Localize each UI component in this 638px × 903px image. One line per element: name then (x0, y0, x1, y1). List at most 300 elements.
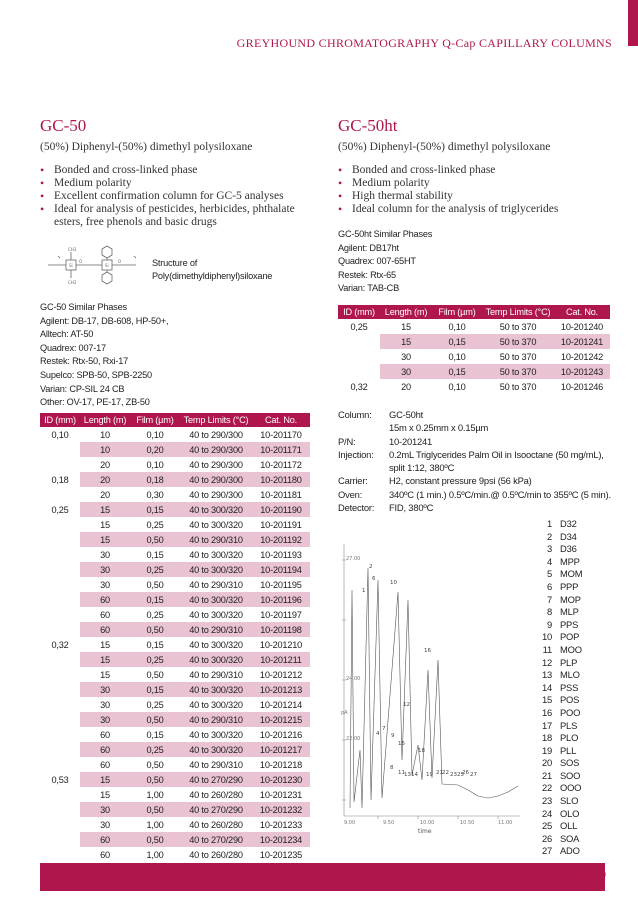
condition-label: Oven: (338, 488, 363, 500)
list-item (534, 619, 582, 632)
list-item: • Ideal column for the analysis of triglycerides (338, 203, 613, 216)
table-cell: 15 (80, 502, 130, 517)
condition-value (389, 448, 628, 475)
table-cell: 0,25 (146, 519, 164, 530)
svg-text:16: 16 (424, 648, 431, 654)
peak-number: 9 (546, 618, 552, 630)
table-header: Film (µm) (130, 413, 180, 427)
list-item (534, 732, 582, 745)
table-cell: 10-201170 (260, 429, 302, 440)
list-item: • High thermal stability (338, 190, 613, 203)
table-cell: 60 (80, 622, 130, 637)
table-cell: 10-201172 (260, 459, 302, 470)
table-row (40, 727, 310, 742)
table-cell: 30 (100, 549, 110, 560)
list-item (534, 644, 582, 657)
table-cell (338, 349, 380, 364)
condition-line: split 1:12, 380ºC (389, 462, 455, 474)
svg-text:10: 10 (390, 580, 397, 586)
svg-text:6: 6 (372, 576, 376, 582)
table-cell: 10-201211 (252, 652, 310, 667)
table-cell: 30 (100, 819, 110, 830)
peak-name: OLL (560, 820, 578, 832)
table-header: Temp Limits (°C) (482, 305, 554, 319)
table-cell: 10-201230 (252, 772, 310, 787)
svg-text:2: 2 (369, 564, 373, 570)
condition-label: Detector: (338, 502, 375, 514)
svg-text:19: 19 (426, 772, 433, 778)
peak-name: POP (560, 631, 580, 643)
header-brand: GREYHOUND CHROMATOGRAPHY (236, 36, 439, 50)
table-row (40, 847, 310, 862)
list-item (534, 631, 582, 644)
table-cell (40, 787, 80, 802)
table-cell: 10-201210 (259, 639, 303, 650)
condition-line: GC-50ht (389, 409, 424, 420)
table-cell: 10-201246 (560, 381, 604, 392)
condition-label: Column: (338, 409, 372, 420)
table-cell: 15 (401, 321, 411, 332)
table-cell: 30 (80, 682, 130, 697)
svg-text:CH3: CH3 (68, 280, 77, 285)
table-row (40, 442, 310, 457)
peak-name: SOS (560, 757, 580, 769)
table-cell: 60 (100, 849, 110, 860)
table-cell: 0,15 (432, 334, 482, 349)
svg-text:27: 27 (470, 772, 477, 778)
table-row (40, 832, 310, 847)
table-cell: 0,15 (146, 729, 164, 740)
table-row (40, 517, 310, 532)
peak-number: 13 (541, 669, 552, 681)
table-cell: 40 to 300/320 (189, 609, 243, 620)
list-item (534, 568, 582, 581)
condition-row (338, 435, 628, 448)
peak-list (534, 518, 582, 858)
table-header: Temp Limits (°C) (180, 413, 252, 427)
table-cell (40, 517, 80, 532)
table-cell: 10-201241 (554, 334, 610, 349)
chromatogram (338, 540, 523, 835)
table-cell (40, 712, 80, 727)
page-number: Page 39 (574, 870, 606, 881)
gc50-subtitle: (50%) Diphenyl-(50%) dimethyl polysiloxane (40, 141, 253, 153)
list-item (534, 782, 582, 795)
table-cell: 40 to 290/310 (189, 759, 243, 770)
table-cell (40, 652, 80, 667)
structure-diagram (44, 244, 144, 286)
peak-name: MOP (560, 593, 581, 605)
peak-number: 19 (541, 744, 552, 756)
list-item (534, 682, 582, 695)
table-row (40, 637, 310, 652)
table-cell (40, 592, 80, 607)
table-cell: 40 to 300/320 (189, 549, 243, 560)
table-cell: 0,50 (130, 832, 180, 847)
table-cell: 0,50 (130, 712, 180, 727)
table-row (40, 457, 310, 472)
table-cell: 0,20 (130, 442, 180, 457)
peak-number: 7 (546, 593, 552, 605)
peak-number: 1 (546, 518, 552, 529)
table-cell: 20 (401, 381, 411, 392)
peak-name: POO (560, 706, 581, 718)
table-cell: 10-201181 (260, 489, 302, 500)
table-cell: 60 (100, 609, 110, 620)
table-cell: 30 (100, 579, 110, 590)
table-cell: 0,25 (350, 321, 368, 332)
table-cell: 30 (401, 351, 411, 362)
condition-row (338, 448, 628, 475)
peak-number: 21 (541, 769, 552, 781)
peak-number: 10 (541, 631, 552, 643)
table-cell: 0,50 (130, 622, 180, 637)
table-cell: 0,10 (146, 429, 164, 440)
peak-number: 24 (541, 807, 552, 819)
table-cell: 40 to 300/320 (180, 592, 252, 607)
table-cell: 40 to 300/320 (180, 562, 252, 577)
table-cell: 40 to 270/290 (180, 802, 252, 817)
table-cell: 1,00 (146, 789, 164, 800)
table-row (40, 772, 310, 787)
peak-name: POS (560, 694, 580, 706)
table-cell: 10-201234 (252, 832, 310, 847)
table-cell: 40 to 300/320 (189, 639, 243, 650)
table-row (40, 622, 310, 637)
table-cell: 30 (380, 364, 432, 379)
table-cell (40, 532, 80, 547)
table-cell: 40 to 260/280 (189, 789, 243, 800)
table-cell: 10-201180 (252, 472, 310, 487)
table-cell: 10-201214 (259, 699, 303, 710)
table-cell: 60 (80, 832, 130, 847)
table-cell: 0,50 (146, 759, 164, 770)
condition-label: P/N: (338, 435, 356, 447)
peak-number: 22 (541, 782, 552, 794)
condition-line: 340ºC (1 min.) 0.5ºC/min.@ 0.5ºC/min to 355ºC (5 min). (389, 488, 611, 500)
condition-value (389, 435, 628, 448)
table-row (40, 697, 310, 712)
gc50ht-title: GC-50ht (338, 116, 398, 135)
table-row (40, 712, 310, 727)
table-cell: 0,18 (130, 472, 180, 487)
table-header: Length (m) (80, 413, 130, 427)
list-item (534, 606, 582, 619)
table-cell: 10-201193 (260, 549, 302, 560)
peak-name: PPP (560, 580, 579, 592)
table-row (40, 577, 310, 592)
table-cell: 0,15 (146, 639, 164, 650)
condition-label: Carrier: (338, 475, 368, 487)
table-cell: 40 to 290/310 (180, 622, 252, 637)
peak-name: SLO (560, 795, 579, 807)
table-cell: 40 to 290/310 (180, 712, 252, 727)
peak-number: 25 (541, 820, 552, 832)
peak-name: D32 (560, 518, 577, 529)
peak-number: 5 (546, 568, 552, 580)
list-item (534, 770, 582, 783)
table-cell: 50 to 370 (482, 334, 554, 349)
svg-text:12: 12 (403, 702, 410, 708)
table-row (40, 472, 310, 487)
peak-number: 15 (541, 694, 552, 706)
table-cell: 0,10 (51, 429, 69, 440)
table-cell: 0,53 (51, 774, 69, 785)
table-cell: 30 (80, 712, 130, 727)
table-row (40, 757, 310, 772)
table-cell: 20 (100, 459, 110, 470)
table-cell: 40 to 290/310 (180, 532, 252, 547)
table-row (40, 667, 310, 682)
table-row (40, 562, 310, 577)
peak-number: 4 (546, 555, 552, 567)
svg-text:9: 9 (391, 733, 395, 739)
table-row (40, 742, 310, 757)
table-cell: 0,25 (130, 562, 180, 577)
table-cell: 40 to 290/300 (189, 429, 243, 440)
table-cell: 10-201242 (560, 351, 604, 362)
table-cell: 10-201197 (260, 609, 302, 620)
peak-number: 2 (546, 530, 552, 542)
gc-conditions (338, 408, 628, 514)
table-cell (40, 682, 80, 697)
table-cell: 40 to 270/290 (180, 772, 252, 787)
table-cell: 0,10 (448, 351, 466, 362)
table-cell: 40 to 270/290 (180, 832, 252, 847)
peak-name: SOO (560, 769, 581, 781)
svg-text:7: 7 (382, 726, 386, 732)
table-cell: 10-201194 (252, 562, 310, 577)
svg-text:1: 1 (362, 588, 366, 594)
table-cell: 60 (100, 729, 110, 740)
condition-label: Injection: (338, 448, 374, 460)
svg-text:11: 11 (398, 770, 405, 776)
list-item (534, 518, 582, 531)
table-row (40, 652, 310, 667)
peak-number: 6 (546, 580, 552, 592)
table-cell: 40 to 290/300 (189, 459, 243, 470)
peak-number: 27 (541, 845, 552, 857)
chromatogram-xlabel: time (418, 828, 432, 835)
table-cell: 40 to 300/320 (189, 729, 243, 740)
table-cell (338, 334, 380, 349)
list-item (534, 820, 582, 833)
table-cell: 10-201171 (252, 442, 310, 457)
peak-name: MLP (560, 606, 579, 618)
peak-name: PLS (560, 719, 578, 731)
list-item (534, 808, 582, 821)
table-header: Cat. No. (252, 413, 310, 427)
peak-number: 16 (541, 706, 552, 718)
table-cell: 40 to 300/320 (180, 652, 252, 667)
peak-number: 3 (546, 543, 552, 555)
condition-line: H2, constant pressure 9psi (56 kPa) (389, 475, 532, 487)
svg-text:Si: Si (69, 263, 73, 268)
peak-name: D36 (560, 543, 577, 555)
condition-value (389, 408, 628, 435)
svg-text:Si: Si (105, 263, 109, 268)
table-row (40, 802, 310, 817)
list-item (534, 720, 582, 733)
list-item (534, 757, 582, 770)
list-item (534, 556, 582, 569)
svg-text:4: 4 (376, 731, 380, 737)
table-cell: 0,50 (130, 532, 180, 547)
table-cell (40, 757, 80, 772)
table-cell: 10-201191 (260, 519, 302, 530)
svg-text:2325: 2325 (450, 772, 464, 778)
gc50-similar-phases: GC-50 Similar Phases Agilent: DB-17, DB-608, HP-50+, Alltech: AT-50 Quadrex: 007-17 Restek: Rtx-50, Rxi-17 Supelco: SPB-50, SPB-2250 Varian: CP-SIL 24 CB Other: OV-17, PE-17, ZB-50 (40, 302, 169, 408)
table-cell (40, 547, 80, 562)
table-cell: 30 (80, 562, 130, 577)
table-cell: 0,10 (448, 381, 466, 392)
peak-number: 12 (541, 656, 552, 668)
peak-name: OLO (560, 807, 580, 819)
table-cell: 1,00 (146, 819, 164, 830)
svg-text:9.00: 9.00 (344, 820, 356, 826)
table-cell: 50 to 370 (499, 351, 537, 362)
table-row (338, 379, 610, 394)
table-cell: 10-201196 (252, 592, 310, 607)
table-row (40, 487, 310, 502)
table-cell: 0,32 (350, 381, 368, 392)
peak-number: 18 (541, 732, 552, 744)
table-header: Cat. No. (554, 305, 610, 319)
list-item (534, 694, 582, 707)
table-row (40, 532, 310, 547)
peak-number: 20 (541, 757, 552, 769)
table-cell: 10-201240 (560, 321, 604, 332)
table-cell: 0,15 (146, 549, 164, 560)
gc50ht-subtitle: (50%) Diphenyl-(50%) dimethyl polysiloxane (338, 141, 551, 153)
condition-line: 15m x 0.25mm x 0.15µm (389, 422, 489, 434)
peak-name: PLO (560, 732, 579, 744)
table-cell: 10-201233 (259, 819, 303, 830)
svg-text:10.00: 10.00 (420, 820, 435, 826)
table-row (40, 787, 310, 802)
table-cell (40, 607, 80, 622)
condition-row (338, 474, 628, 487)
table-cell: 15 (100, 789, 110, 800)
table-cell (40, 562, 80, 577)
table-cell (40, 847, 80, 862)
condition-value (389, 501, 628, 514)
table-cell: 0,30 (146, 489, 164, 500)
header-sub: Q-Cap CAPILLARY COLUMNS (442, 36, 612, 50)
table-cell: 40 to 300/320 (189, 699, 243, 710)
condition-row (338, 501, 628, 514)
peak-name: PLP (560, 656, 578, 668)
table-cell (40, 697, 80, 712)
table-cell: 10-201235 (259, 849, 303, 860)
table-cell (40, 577, 80, 592)
table-row (338, 349, 610, 364)
svg-text:15: 15 (398, 741, 405, 747)
svg-text:27.00: 27.00 (346, 556, 361, 562)
table-cell: 15 (100, 519, 110, 530)
svg-text:10.50: 10.50 (460, 820, 475, 826)
table-cell: 30 (100, 699, 110, 710)
peak-number: 8 (546, 606, 552, 618)
table-cell (40, 487, 80, 502)
condition-line: 10-201241 (389, 435, 433, 447)
table-header: ID (mm) (40, 413, 80, 427)
table-cell: 40 to 290/300 (189, 489, 243, 500)
table-cell: 0,25 (130, 652, 180, 667)
footer-bar (40, 863, 605, 891)
table-cell: 40 to 290/310 (189, 579, 243, 590)
peak-number: 23 (541, 795, 552, 807)
table-cell: 60 (100, 759, 110, 770)
list-item: • Bonded and cross-linked phase (338, 164, 613, 177)
svg-text:O: O (118, 259, 122, 264)
table-cell: 15 (80, 652, 130, 667)
svg-text:8: 8 (390, 765, 394, 771)
table-cell: 10-201198 (252, 622, 310, 637)
table-row (40, 592, 310, 607)
svg-text:22.00: 22.00 (346, 736, 361, 742)
table-cell (40, 667, 80, 682)
list-item (534, 795, 582, 808)
table-cell: 15 (80, 772, 130, 787)
gc50-bullets (40, 164, 310, 229)
table-cell: 15 (100, 639, 110, 650)
peak-name: PLL (560, 744, 577, 756)
table-row (338, 319, 610, 334)
peak-name: MOO (560, 643, 582, 655)
list-item (534, 581, 582, 594)
table-cell: 10-201231 (259, 789, 303, 800)
table-cell: 10-201195 (260, 579, 302, 590)
table-cell: 10-201216 (259, 729, 303, 740)
condition-value (389, 474, 628, 487)
table-row (338, 364, 610, 379)
table-cell: 0,25 (51, 504, 69, 515)
svg-text:21: 21 (436, 770, 443, 776)
list-item: • Bonded and cross-linked phase (40, 164, 310, 177)
list-item: • Ideal for analysis of pesticides, herbicides, phthalate esters, free phenols and basic drugs (40, 203, 310, 229)
table-cell: 40 to 260/280 (189, 819, 243, 830)
table-cell: 40 to 300/320 (180, 682, 252, 697)
svg-text:11.00: 11.00 (498, 820, 513, 826)
table-cell: 60 (80, 742, 130, 757)
table-row (40, 817, 310, 832)
svg-text:pA: pA (341, 710, 348, 716)
table-cell: 0,15 (130, 682, 180, 697)
table-cell: 10-201190 (252, 502, 310, 517)
peak-number: 26 (541, 832, 552, 844)
table-cell (40, 817, 80, 832)
svg-text:O: O (79, 259, 83, 264)
list-item (534, 657, 582, 670)
condition-row (338, 408, 628, 435)
peak-name: MLO (560, 669, 580, 681)
table-header: Film (µm) (432, 305, 482, 319)
table-cell: 50 to 370 (499, 381, 537, 392)
table-cell: 15 (380, 334, 432, 349)
table-header: Length (m) (380, 305, 432, 319)
list-item: • Excellent confirmation column for GC-5 analyses (40, 190, 310, 203)
table-cell: 10-201192 (252, 532, 310, 547)
table-cell: 40 to 300/320 (189, 519, 243, 530)
table-cell (40, 457, 80, 472)
list-item (534, 845, 582, 858)
table-cell: 0,25 (146, 609, 164, 620)
peak-name: PPS (560, 618, 579, 630)
condition-value (389, 488, 628, 501)
table-cell: 0,10 (448, 321, 466, 332)
table-cell: 1,00 (146, 849, 164, 860)
